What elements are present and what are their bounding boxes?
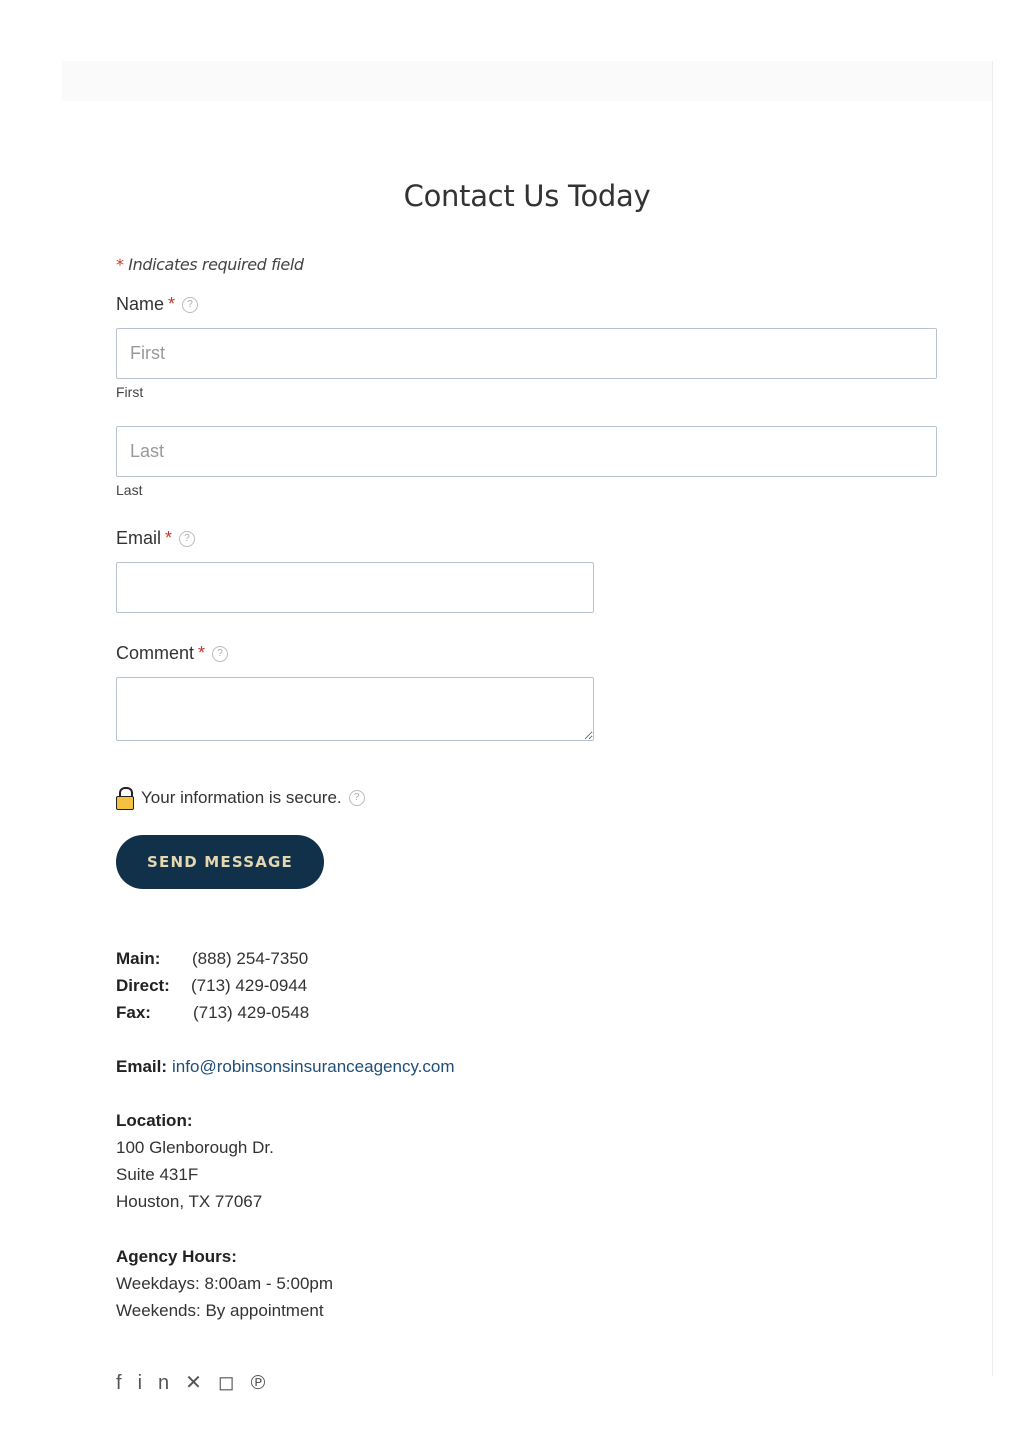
comment-required-star: * [198,643,206,663]
required-field-note [116,255,304,274]
email-line [116,1057,455,1077]
fax-value: (713) 429-0548 [193,1003,310,1022]
direct-phone-value: (713) 429-0944 [191,976,308,995]
last-name-input[interactable] [116,426,937,477]
location-label-text: Location: [116,1111,193,1130]
send-message-button[interactable]: SEND MESSAGE [116,835,324,889]
location-label [116,1111,193,1131]
top-band [62,61,992,101]
email-info-label: Email: [116,1057,168,1076]
hours-label [116,1247,237,1267]
secure-help-icon[interactable]: ? [349,790,365,806]
email-label-text: Email [116,528,162,548]
direct-phone-label: Direct: [116,976,170,995]
instagram-icon[interactable]: ◻ [217,1372,251,1394]
main-phone-line [116,949,309,969]
pinterest-icon[interactable]: ℗ [250,1372,282,1394]
first-name-sublabel: First [116,384,144,400]
lock-icon [116,787,134,809]
first-name-input[interactable] [116,328,937,379]
address-line-3: Houston, TX 77067 [116,1192,263,1211]
address-line-1: 100 Glenborough Dr. [116,1138,274,1157]
name-required-star: * [168,294,176,314]
comment-label-text: Comment [116,643,195,663]
secure-note [116,787,365,809]
twitter-icon[interactable]: ✕ [185,1372,218,1394]
hours-weekends: Weekends: By appointment [116,1301,324,1320]
name-help-icon[interactable]: ? [182,297,198,313]
hours-label-text: Agency Hours: [116,1247,237,1266]
main-phone-label: Main: [116,949,161,968]
fax-label: Fax: [116,1003,151,1022]
social-icons-row [116,1370,281,1395]
direct-phone-line [116,976,308,996]
linkedin-icon[interactable]: in [137,1372,186,1394]
page-title: Contact Us Today [403,179,651,213]
comment-label [116,643,228,664]
required-note-text: Indicates required field [123,255,304,274]
address-line-2: Suite 431F [116,1165,199,1184]
email-link[interactable]: info@robinsonsinsuranceagency.com [172,1057,455,1076]
secure-text: Your information is secure. [141,788,342,807]
page-frame [62,61,993,1394]
email-label [116,528,195,549]
comment-textarea[interactable] [116,677,594,741]
name-label [116,294,198,315]
hours-weekdays: Weekdays: 8:00am - 5:00pm [116,1274,334,1293]
name-label-text: Name [116,294,165,314]
last-name-sublabel: Last [116,482,143,498]
fax-line [116,1003,310,1023]
comment-help-icon[interactable]: ? [212,646,228,662]
required-star: * [116,255,124,274]
email-field[interactable] [116,562,594,613]
main-phone-value: (888) 254-7350 [192,949,309,968]
email-help-icon[interactable]: ? [179,531,195,547]
email-required-star: * [165,528,173,548]
facebook-icon[interactable]: f [116,1372,138,1394]
